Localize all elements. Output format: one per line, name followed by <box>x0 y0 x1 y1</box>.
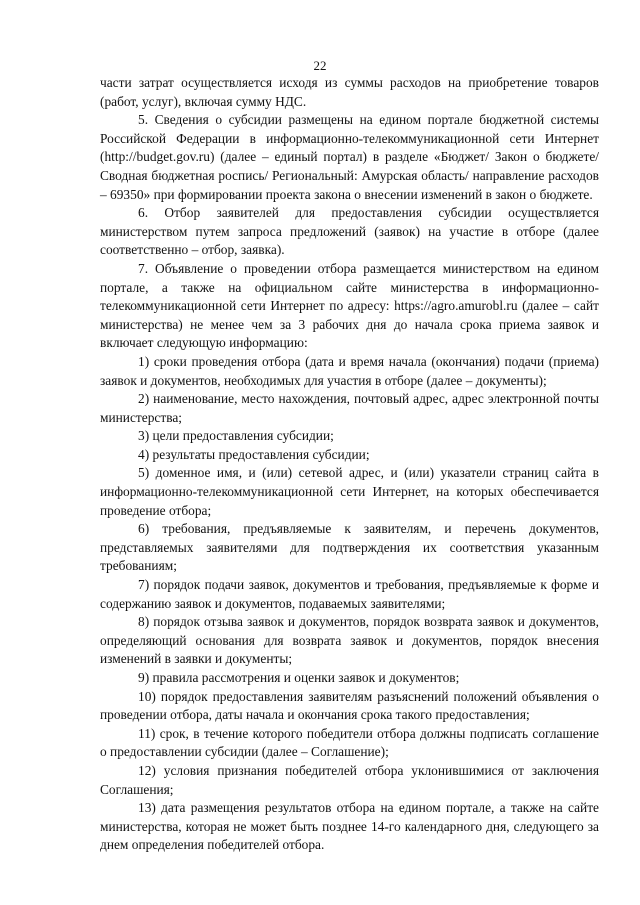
paragraph-item-7: 7. Объявление о проведении отбора размещается министерством на едином портале, а также на официальном сайте министерства в информационно-телекоммуникационной сети Интернет по адресу: https://agro.amurobl.ru (далее – сайт министерства) не менее чем за 3 рабочих дня до начала срока приема заявок и включает следующую информацию: <box>100 260 599 351</box>
subitem-13: 13) дата размещения результатов отбора на едином портале, а также на сайте министерства, которая не может быть позднее 14-го календарного дня, следующего за днем определения победителей отбора. <box>100 800 599 853</box>
subitem-5: 5) доменное имя, и (или) сетевой адрес, и (или) указатели страниц сайта в информационно-телекоммуникационной сети Интернет, на которых обеспечивается проведение отбора; <box>100 465 599 518</box>
subitem-2: 2) наименование, место нахождения, почтовый адрес, адрес электронной почты министерства; <box>100 391 599 425</box>
subitem-9: 9) правила рассмотрения и оценки заявок и документов; <box>138 670 460 685</box>
subitem-3: 3) цели предоставления субсидии; <box>138 428 334 444</box>
paragraph-item-5: 5. Сведения о субсидии размещены на едином портале бюджетной системы Российской Федерации в информационно-телекоммуникационной сети Интернет (http://budget.gov.ru) (далее – единый портал) в разделе «Бюджет/ Закон о бюджете/ Сводная бюджетная роспись/ Региональный: Амурская область/ направление расходов – 69350» при формировании проекта закона о внесении изменений в закон о бюджете. <box>100 112 599 202</box>
subitem-6: 6) требования, предъявляемые к заявителям, и перечень документов, представляемых заявителями для подтверждения их соответствия указанным требованиям; <box>100 521 599 574</box>
page-number: 22 <box>313 58 327 73</box>
subitem-8: 8) порядок отзыва заявок и документов, порядок возврата заявок и документов, определяющий основания для возврата заявок и документов, порядок внесения изменений в заявки и документы; <box>100 614 599 667</box>
subitem-1: 1) сроки проведения отбора (дата и время начала (окончания) подачи (приема) заявок и документов, необходимых для участия в отборе (далее – документы); <box>100 353 599 388</box>
subitem-4: 4) результаты предоставления субсидии; <box>138 446 370 462</box>
subitem-10: 10) порядок предоставления заявителям разъяснений положений объявления о проведении отбора, даты начала и окончания срока такого предоставления; <box>100 688 599 723</box>
paragraph-continuation: части затрат осуществляется исходя из суммы расходов на приобретение товаров (работ, услуг), включая сумму НДС. <box>100 75 599 109</box>
subitem-7: 7) порядок подачи заявок, документов и требования, предъявляемые к форме и содержанию заявок и документов, подаваемых заявителями; <box>100 577 599 611</box>
subitem-11: 11) срок, в течение которого победители отбора должны подписать соглашение о предоставлении субсидии (далее – Соглашение); <box>100 725 599 760</box>
paragraph-item-6: 6. Отбор заявителей для предоставления субсидии осуществляется министерством путем запроса предложений (заявок) на участие в отборе (далее соответственно – отбор, заявка). <box>100 205 599 258</box>
subitem-12: 12) условия признания победителей отбора уклонившимися от заключения Соглашения; <box>100 762 599 797</box>
document-body <box>100 74 599 855</box>
